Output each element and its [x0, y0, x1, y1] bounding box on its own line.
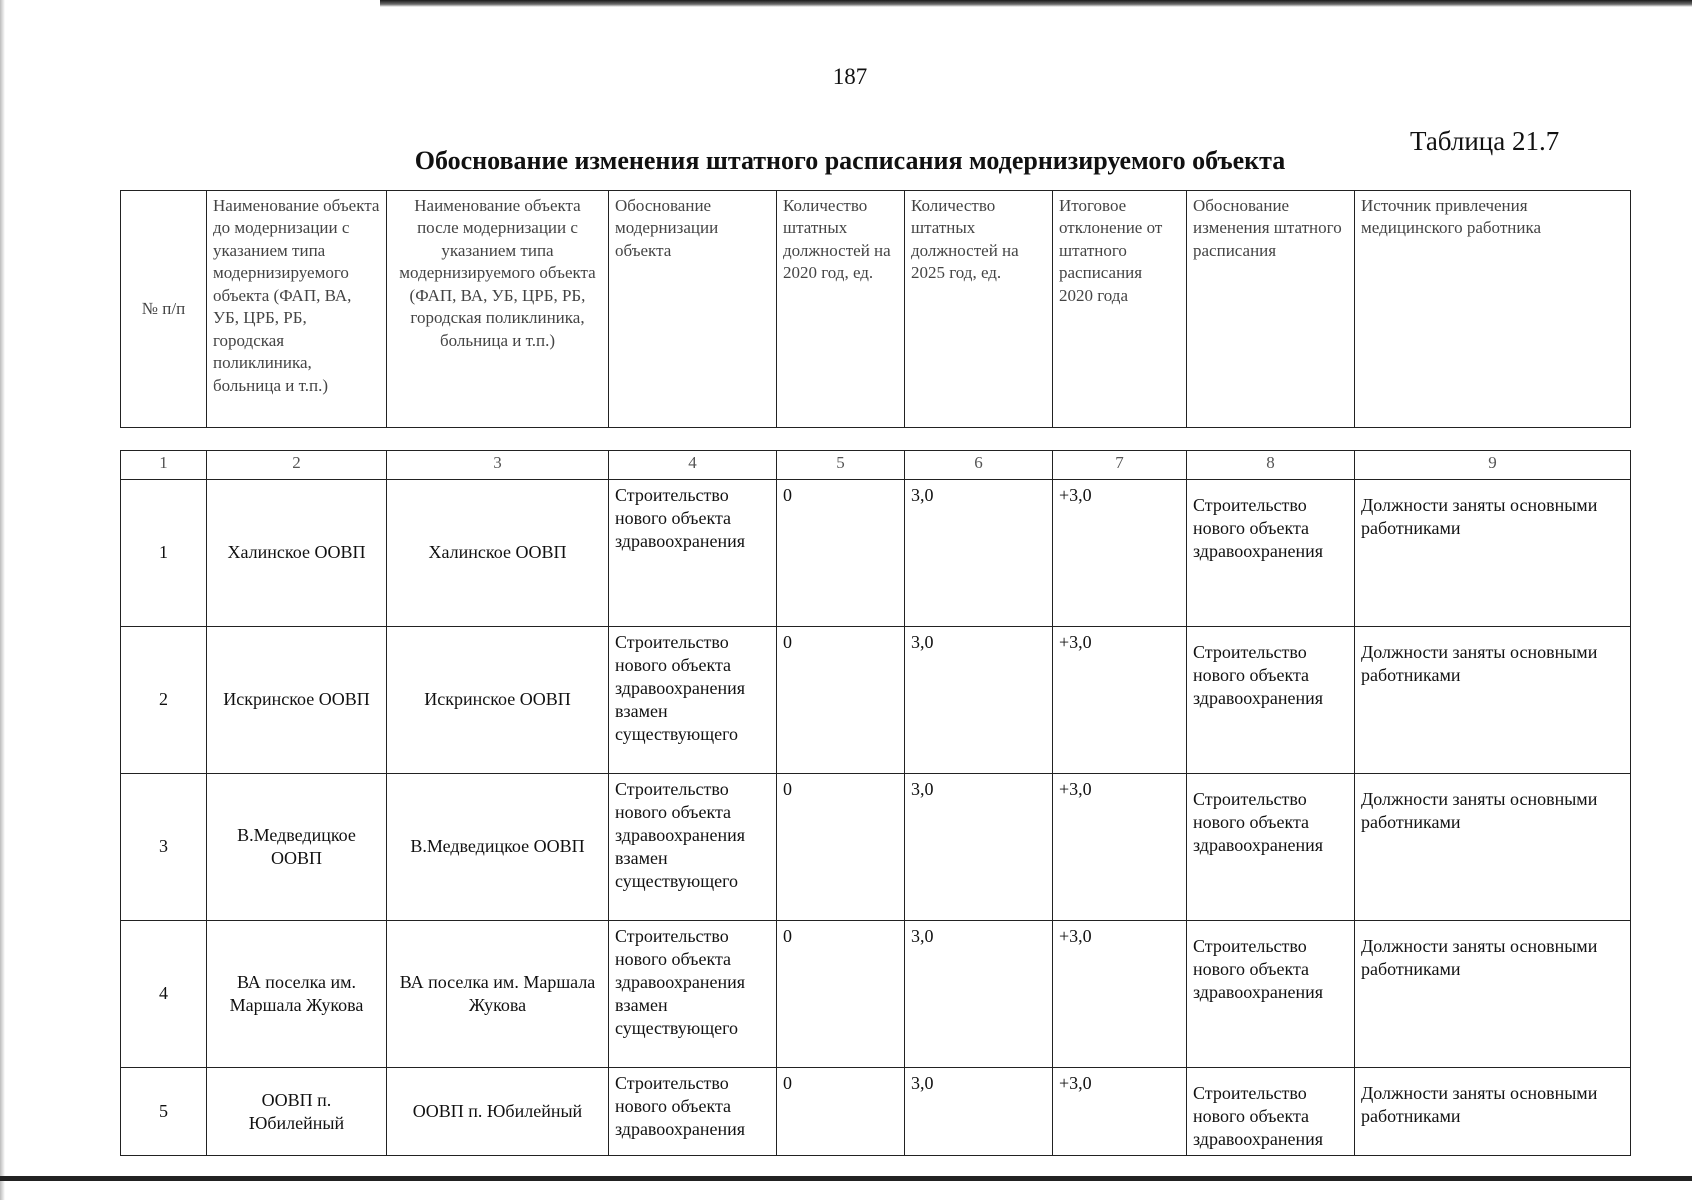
staff-2025: 3,0	[905, 1068, 1053, 1156]
staff-2020: 0	[777, 921, 905, 1068]
header-cell: Количество штатных должностей на 2025 год, ед.	[905, 191, 1053, 428]
change-reason: Строительство нового объекта здравоохранения	[1187, 774, 1355, 921]
change-reason: Строительство нового объекта здравоохранения	[1187, 921, 1355, 1068]
table-row	[121, 921, 1631, 1068]
row-number: 1	[121, 480, 207, 627]
column-number: 3	[387, 451, 609, 480]
staff-source: Должности заняты основными работниками	[1355, 774, 1631, 921]
table-label: Таблица 21.7	[1410, 126, 1560, 156]
header-cell: Обоснование изменения штатного расписания	[1187, 191, 1355, 428]
staff-2020: 0	[777, 627, 905, 774]
row-number: 2	[121, 627, 207, 774]
header-cell: Наименование объекта после модернизации с указанием типа модернизируемого объекта (ФАП, ВА, УБ, ЦРБ, РБ, городская поликлиника, больница и т.п.)	[387, 191, 609, 428]
header-cell: № п/п	[121, 191, 207, 428]
header-cell: Наименование объекта до модернизации с указанием типа модернизируемого объекта (ФАП, ВА, УБ, ЦРБ, РБ, городская поликлиника, больница и т.п.)	[207, 191, 387, 428]
header-cell: Количество штатных должностей на 2020 год, ед.	[777, 191, 905, 428]
object-before: Искринское ООВП	[207, 627, 387, 774]
staff-source: Должности заняты основными работниками	[1355, 921, 1631, 1068]
header-cell: Обоснование модернизации объекта	[609, 191, 777, 428]
change-reason: Строительство нового объекта здравоохранения	[1187, 480, 1355, 627]
scan-edge-left	[0, 0, 5, 1200]
modernization-justification: Строительство нового объекта здравоохранения взамен существующего	[609, 627, 777, 774]
staff-2025: 3,0	[905, 921, 1053, 1068]
column-number: 4	[609, 451, 777, 480]
modernization-justification: Строительство нового объекта здравоохранения взамен существующего	[609, 774, 777, 921]
column-number: 8	[1187, 451, 1355, 480]
deviation: +3,0	[1053, 774, 1187, 921]
header-cell: Итоговое отклонение от штатного расписания 2020 года	[1053, 191, 1187, 428]
table-row	[121, 1068, 1631, 1156]
table-gap	[121, 428, 1631, 451]
object-after: ООВП п. Юбилейный	[387, 1068, 609, 1156]
object-before: В.Медведицкое ООВП	[207, 774, 387, 921]
modernization-justification: Строительство нового объекта здравоохранения	[609, 480, 777, 627]
object-before: ООВП п. Юбилейный	[207, 1068, 387, 1156]
staff-source: Должности заняты основными работниками	[1355, 1068, 1631, 1156]
column-number: 7	[1053, 451, 1187, 480]
deviation: +3,0	[1053, 921, 1187, 1068]
scan-edge-bottom	[0, 1176, 1692, 1181]
modernization-justification: Строительство нового объекта здравоохранения	[609, 1068, 777, 1156]
staff-source: Должности заняты основными работниками	[1355, 627, 1631, 774]
staff-2020: 0	[777, 1068, 905, 1156]
column-number: 1	[121, 451, 207, 480]
change-reason: Строительство нового объекта здравоохранения	[1187, 627, 1355, 774]
object-before: ВА поселка им. Маршала Жукова	[207, 921, 387, 1068]
table-row	[121, 480, 1631, 627]
deviation: +3,0	[1053, 1068, 1187, 1156]
deviation: +3,0	[1053, 480, 1187, 627]
column-number: 2	[207, 451, 387, 480]
object-after: Искринское ООВП	[387, 627, 609, 774]
staff-2020: 0	[777, 480, 905, 627]
row-number: 4	[121, 921, 207, 1068]
staffing-table-container	[120, 190, 1630, 1156]
table-row	[121, 774, 1631, 921]
staff-source: Должности заняты основными работниками	[1355, 480, 1631, 627]
page-number: 187	[832, 64, 868, 89]
scan-edge-top	[380, 0, 1692, 7]
column-number: 6	[905, 451, 1053, 480]
header-row	[121, 191, 1631, 428]
staff-2025: 3,0	[905, 627, 1053, 774]
object-after: ВА поселка им. Маршала Жукова	[387, 921, 609, 1068]
document-title: Обоснование изменения штатного расписания модернизируемого объекта	[414, 146, 1286, 175]
column-number-row	[121, 451, 1631, 480]
header-cell: Источник привлечения медицинского работника	[1355, 191, 1631, 428]
staff-2025: 3,0	[905, 480, 1053, 627]
staff-2020: 0	[777, 774, 905, 921]
column-number: 5	[777, 451, 905, 480]
object-after: Халинское ООВП	[387, 480, 609, 627]
modernization-justification: Строительство нового объекта здравоохранения взамен существующего	[609, 921, 777, 1068]
change-reason: Строительство нового объекта здравоохранения	[1187, 1068, 1355, 1156]
deviation: +3,0	[1053, 627, 1187, 774]
table-row	[121, 627, 1631, 774]
row-number: 3	[121, 774, 207, 921]
column-number: 9	[1355, 451, 1631, 480]
gap-cell	[121, 428, 1631, 451]
object-after: В.Медведицкое ООВП	[387, 774, 609, 921]
staffing-table	[120, 190, 1631, 1156]
row-number: 5	[121, 1068, 207, 1156]
object-before: Халинское ООВП	[207, 480, 387, 627]
staff-2025: 3,0	[905, 774, 1053, 921]
